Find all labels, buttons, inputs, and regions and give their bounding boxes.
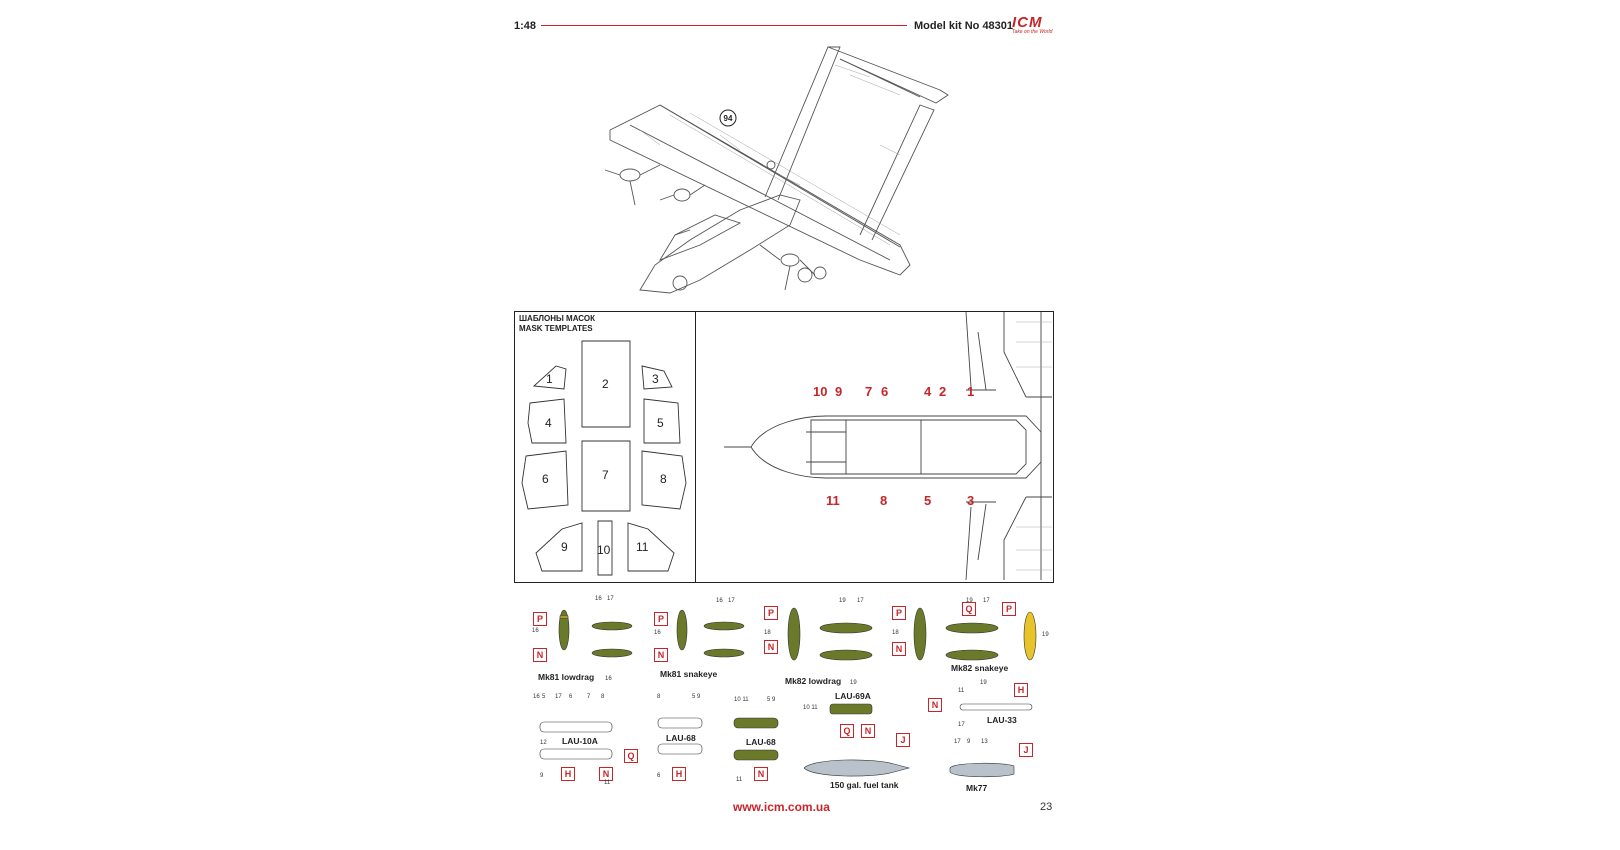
model-kit-label: Model kit No 48301: [914, 20, 1014, 32]
store-mk81-lowdrag: Mk81 lowdrag: [538, 672, 595, 682]
store-lau-33: LAU-33: [987, 715, 1017, 725]
decal-num: 16: [595, 596, 602, 602]
step-number: 94: [723, 114, 733, 123]
footer-url[interactable]: www.icm.com.ua: [733, 800, 830, 814]
mask-template-10: 10: [597, 543, 611, 557]
tag-p: P: [654, 612, 668, 626]
decal-num: 5: [542, 694, 546, 700]
tag-n: N: [928, 698, 942, 712]
mask-template-4: 4: [545, 416, 552, 430]
decal-num: 19: [980, 680, 987, 686]
tag-p: P: [892, 606, 906, 620]
tag-q: Q: [840, 724, 854, 738]
tag-n: N: [533, 648, 547, 662]
canopy-callout-11: 11: [826, 493, 840, 508]
mask-shapes: [514, 311, 694, 581]
header-rule: [541, 25, 907, 26]
decal-num: 17: [857, 598, 864, 604]
decal-num: 6: [569, 694, 573, 700]
decal-num: 18: [892, 630, 899, 636]
decal-num: 11: [958, 688, 965, 694]
decal-num: 19: [839, 598, 846, 604]
canopy-callout-4: 4: [924, 384, 932, 399]
logo-text: ICM: [1012, 14, 1043, 31]
decal-num: 6: [657, 773, 661, 779]
decal-num: 17: [728, 598, 735, 604]
tag-n: N: [861, 724, 875, 738]
canopy-callout-10: 10: [813, 384, 828, 399]
store-mk82-snakeye: Mk82 snakeye: [951, 663, 1009, 673]
mask-title-ru: ШАБЛОНЫ МАСОК: [519, 314, 595, 323]
tag-j: J: [1019, 743, 1033, 757]
tag-q: Q: [962, 602, 976, 616]
decal-num: 17: [607, 596, 614, 602]
canopy-callout-3: 3: [967, 493, 975, 508]
ordnance-drawings: [514, 592, 1054, 797]
store-fuel-tank: 150 gal. fuel tank: [830, 780, 899, 790]
decal-num: 12: [540, 740, 547, 746]
store-mk77: Mk77: [966, 783, 988, 793]
tag-n: N: [599, 767, 613, 781]
mask-template-5: 5: [657, 416, 664, 430]
decal-num: 19: [1042, 632, 1049, 638]
decal-num: 10 11: [734, 697, 749, 703]
canopy-callout-7: 7: [865, 384, 873, 399]
canopy-callout-1: 1: [967, 384, 975, 399]
mask-template-3: 3: [652, 372, 659, 386]
decal-num: 9: [967, 739, 971, 745]
tag-n: N: [754, 767, 768, 781]
store-mk81-snakeye: Mk81 snakeye: [660, 669, 718, 679]
store-lau-68-olive: LAU-68: [746, 737, 776, 747]
decal-num: 10 11: [803, 705, 818, 711]
tag-n: N: [892, 642, 906, 656]
decal-num: 11: [736, 777, 743, 783]
tag-p: P: [533, 612, 547, 626]
decal-num: 13: [981, 739, 988, 745]
tag-h: H: [561, 767, 575, 781]
canopy-callout-9: 9: [835, 384, 843, 399]
store-lau-68-white: LAU-68: [666, 733, 696, 743]
tag-h: H: [1014, 683, 1028, 697]
mask-template-2: 2: [602, 377, 609, 391]
tag-j: J: [896, 733, 910, 747]
decal-num: 8: [657, 694, 661, 700]
decal-num: 16: [533, 694, 540, 700]
decal-num: 16: [654, 630, 661, 636]
decal-num: 5 9: [767, 697, 776, 703]
scale-label: 1:48: [514, 20, 537, 32]
aircraft-drawing: [600, 35, 960, 300]
mask-template-11: 11: [636, 540, 649, 554]
decal-num: 17: [958, 722, 965, 728]
mask-template-1: 1: [546, 372, 553, 386]
page-number: 23: [1040, 801, 1053, 813]
mask-shape-9: [536, 523, 582, 571]
store-mk82-lowdrag: Mk82 lowdrag: [785, 676, 842, 686]
decal-num: 19: [966, 598, 973, 604]
store-lau-10a: LAU-10A: [562, 736, 598, 746]
tag-n: N: [764, 640, 778, 654]
decal-num: 17: [983, 598, 990, 604]
icm-logo: [1012, 14, 1056, 38]
tag-p: P: [1002, 602, 1016, 616]
mask-template-9: 9: [561, 540, 568, 554]
decal-num: 11: [604, 780, 611, 786]
mask-shape-11: [628, 523, 674, 571]
logo-subtitle: Take on the World: [1012, 29, 1053, 35]
decal-num: 5 9: [692, 694, 701, 700]
decal-num: 8: [601, 694, 605, 700]
mask-template-7: 7: [602, 468, 609, 482]
tag-n: N: [654, 648, 668, 662]
decal-num: 9: [540, 773, 544, 779]
decal-num: 17: [555, 694, 562, 700]
canopy-callout-6: 6: [881, 384, 889, 399]
tag-h: H: [672, 767, 686, 781]
decal-num: 7: [587, 694, 591, 700]
decal-num: 16: [716, 598, 723, 604]
mask-template-6: 6: [542, 472, 549, 486]
decal-num: 18: [764, 630, 771, 636]
mask-title-en: MASK TEMPLATES: [519, 324, 593, 333]
tag-q: Q: [624, 749, 638, 763]
canopy-callout-2: 2: [939, 384, 947, 399]
decal-num: 17: [954, 739, 961, 745]
canopy-callout-8: 8: [880, 493, 888, 508]
tag-p: P: [764, 606, 778, 620]
decal-num: 16: [532, 628, 539, 634]
decal-num: 16: [605, 676, 612, 682]
canopy-top-view: [696, 312, 1052, 580]
store-lau-69a: LAU-69A: [835, 691, 871, 701]
decal-num: 19: [850, 680, 857, 686]
mask-template-8: 8: [660, 472, 667, 486]
canopy-callout-5: 5: [924, 493, 932, 508]
